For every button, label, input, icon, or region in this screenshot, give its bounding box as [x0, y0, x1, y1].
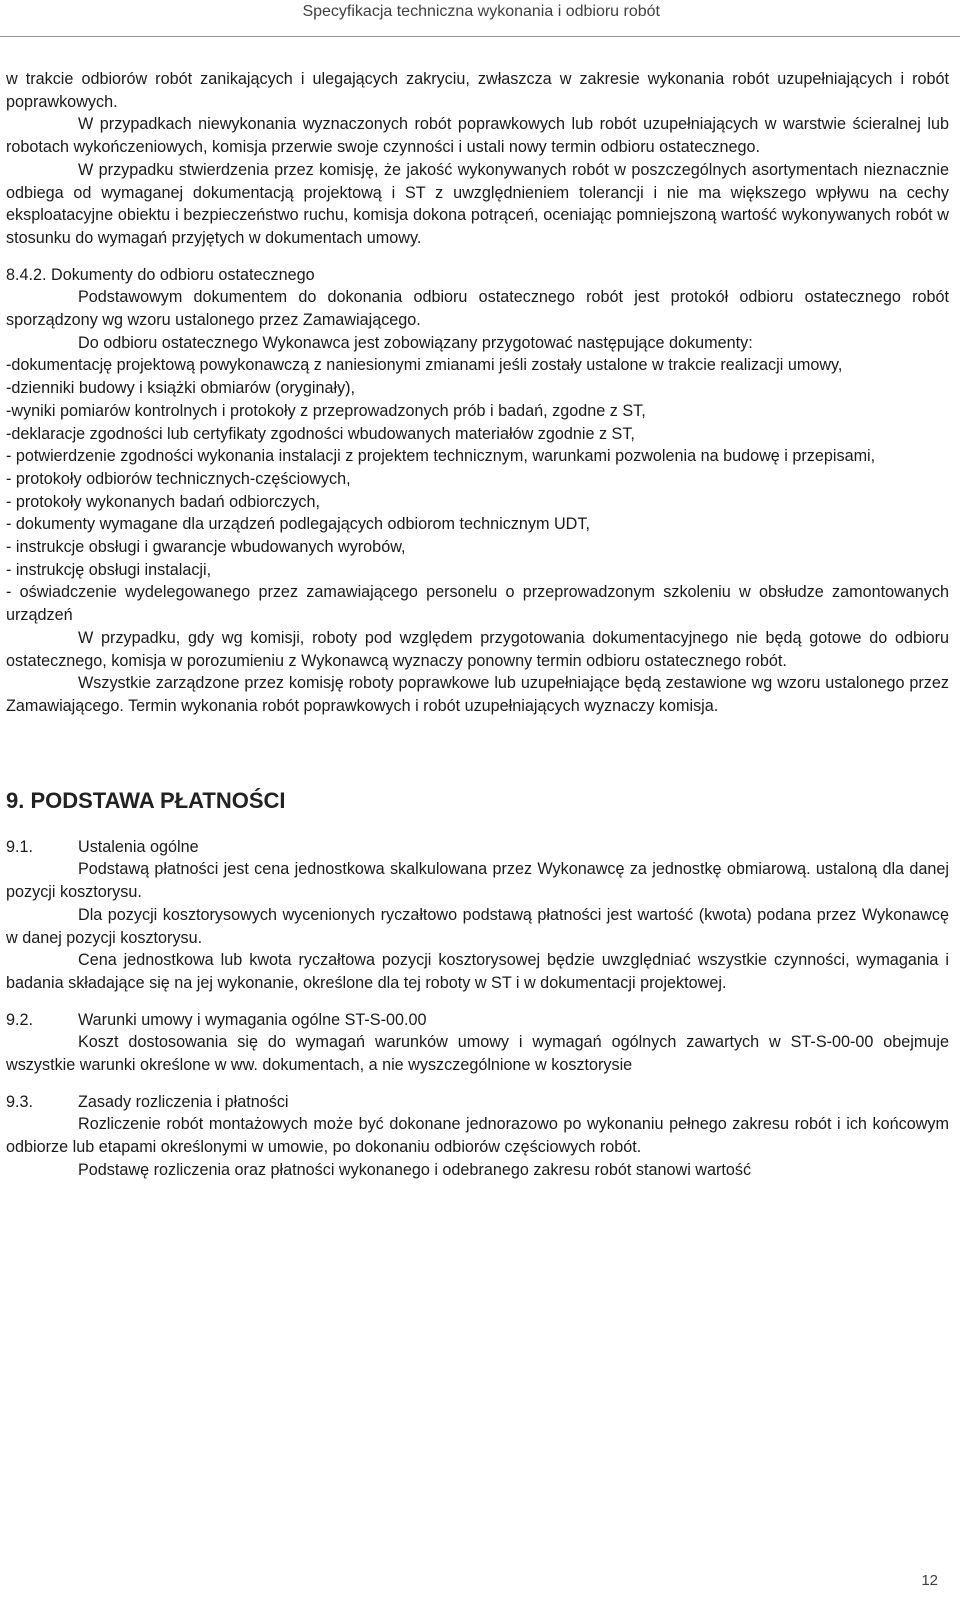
list-item: - oświadczenie wydelegowanego przez zamawiającego personelu o przeprowadzonym szkoleniu w obsłudze zamontowanych urządzeń [6, 583, 949, 625]
list-item: -deklaracje zgodności lub certyfikaty zgodności wbudowanych materiałów zgodnie z ST, [6, 424, 635, 443]
paragraph: Podstawą płatności jest cena jednostkowa skalkulowana przez Wykonawcę za jednostkę obmiarową. ustaloną dla danej pozycji kosztorysu. [6, 860, 949, 902]
paragraph: W przypadku, gdy wg komisji, roboty pod względem przygotowania dokumentacyjnego nie będą gotowe do odbioru ostatecznego, komisja w porozumieniu z Wykonawcą wyznaczy ponowny termin odbioru ostatecznego robót. [6, 628, 949, 670]
list-item: -wyniki pomiarów kontrolnych i protokoły z przeprowadzonych prób i badań, zgodne z ST, [6, 401, 646, 420]
page-number: 12 [921, 1572, 938, 1589]
list-item: - instrukcje obsługi i gwarancje wbudowanych wyrobów, [6, 538, 406, 557]
subsection-9-2-header [6, 1009, 949, 1032]
header-title: Specyfikacja techniczna wykonania i odbioru robót [302, 3, 660, 20]
paragraph: W przypadkach niewykonania wyznaczonych robót poprawkowych lub robót uzupełniających w warstwie ścieralnej lub robotach wykończeniowych, komisja przerwie swoje czynności i ustali nowy termin odbioru ostatecznego. [6, 115, 949, 157]
page-content [6, 68, 949, 1182]
subsection-heading-8-4-2: 8.4.2. Dokumenty do odbioru ostatecznego [6, 265, 315, 284]
page-header [0, 0, 960, 42]
subsection-number: 9.2. [6, 1010, 34, 1029]
subsection-9-3-header [6, 1091, 949, 1114]
list-item: - protokoły wykonanych badań odbiorczych, [6, 492, 321, 511]
paragraph: Dla pozycji kosztorysowych wycenionych ryczałtowo podstawą płatności jest wartość (kwota) podana przez Wykonawcę w danej pozycji kosztorysu. [6, 905, 949, 947]
paragraph: w trakcie odbiorów robót zanikających i ulegających zakryciu, zwłaszcza w zakresie wykonania robót uzupełniających i robót poprawkowych. [6, 70, 949, 111]
paragraph: Wszystkie zarządzone przez komisję roboty poprawkowe lub uzupełniające będą zestawione wg wzoru ustalonego przez Zamawiającego. Termin wykonania robót poprawkowych i robót uzupełniających wyznaczy komisja. [6, 674, 949, 715]
paragraph: W przypadku stwierdzenia przez komisję, że jakość wykonywanych robót w poszczególnych asortymentach nieznacznie odbiega od wymaganej dokumentacją projektową i ST z uwzględnieniem tolerancji i nie ma większego wpływu na cechy eksploatacyjne obiektu i bezpieczeństwo ruchu, komisja dokona potrąceń, oceniając pomniejszoną wartość wykonywanych robót w stosunku do wymagań przyjętych w dokumentach umowy. [6, 160, 949, 247]
paragraph: Do odbioru ostatecznego Wykonawca jest zobowiązany przygotować następujące dokumenty: [78, 333, 753, 352]
list-item: -dokumentację projektową powykonawczą z naniesionymi zmianami jeśli zostały ustalone w trakcie realizacji umowy, [6, 356, 843, 375]
list-item: - protokoły odbiorów technicznych-częściowych, [6, 469, 351, 488]
paragraph: Koszt dostosowania się do wymagań warunków umowy i wymagań ogólnych zawartych w ST-S-00-00 obejmuje wszystkie warunki określone w ww. dokumentach, a nie wyszczególnione w kosztorysie [6, 1033, 949, 1075]
paragraph: Podstawę rozliczenia oraz płatności wykonanego i odebranego zakresu robót stanowi wartość [78, 1160, 752, 1179]
list-item: - instrukcję obsługi instalacji, [6, 560, 212, 579]
list-item: - dokumenty wymagane dla urządzeń podlegających odbiorom technicznym UDT, [6, 515, 590, 534]
subsection-number: 9.1. [6, 837, 34, 856]
subsection-number: 9.3. [6, 1092, 34, 1111]
list-item: - potwierdzenie zgodności wykonania instalacji z projektem technicznym, warunkami pozwolenia na budowę i przepisami, [6, 447, 876, 466]
subsection-9-1-header [6, 836, 949, 859]
subsection-title: Warunki umowy i wymagania ogólne ST-S-00.00 [78, 1010, 427, 1029]
paragraph: Cena jednostkowa lub kwota ryczałtowa pozycji kosztorysowej będzie uwzględniać wszystkie czynności, wymagania i badania składające się na jej wykonanie, określone dla tej roboty w ST i w dokumentacji projektowej. [6, 951, 949, 992]
paragraph: Rozliczenie robót montażowych może być dokonane jednorazowo po wykonaniu pełnego zakresu robót i ich końcowym odbiorze lub etapami określonymi w umowie, po dokonaniu odbiorów częściowych robót. [6, 1115, 949, 1157]
list-item: -dzienniki budowy i książki obmiarów (oryginały), [6, 379, 356, 398]
paragraph: Podstawowym dokumentem do dokonania odbioru ostatecznego robót jest protokół odbioru ostatecznego robót sporządzony wg wzoru ustalonego przez Zamawiającego. [6, 288, 949, 330]
header-divider [0, 36, 960, 37]
subsection-title: Zasady rozliczenia i płatności [78, 1092, 289, 1111]
section-heading-9: 9. PODSTAWA PŁATNOŚCI [6, 787, 286, 813]
subsection-title: Ustalenia ogólne [78, 837, 199, 856]
